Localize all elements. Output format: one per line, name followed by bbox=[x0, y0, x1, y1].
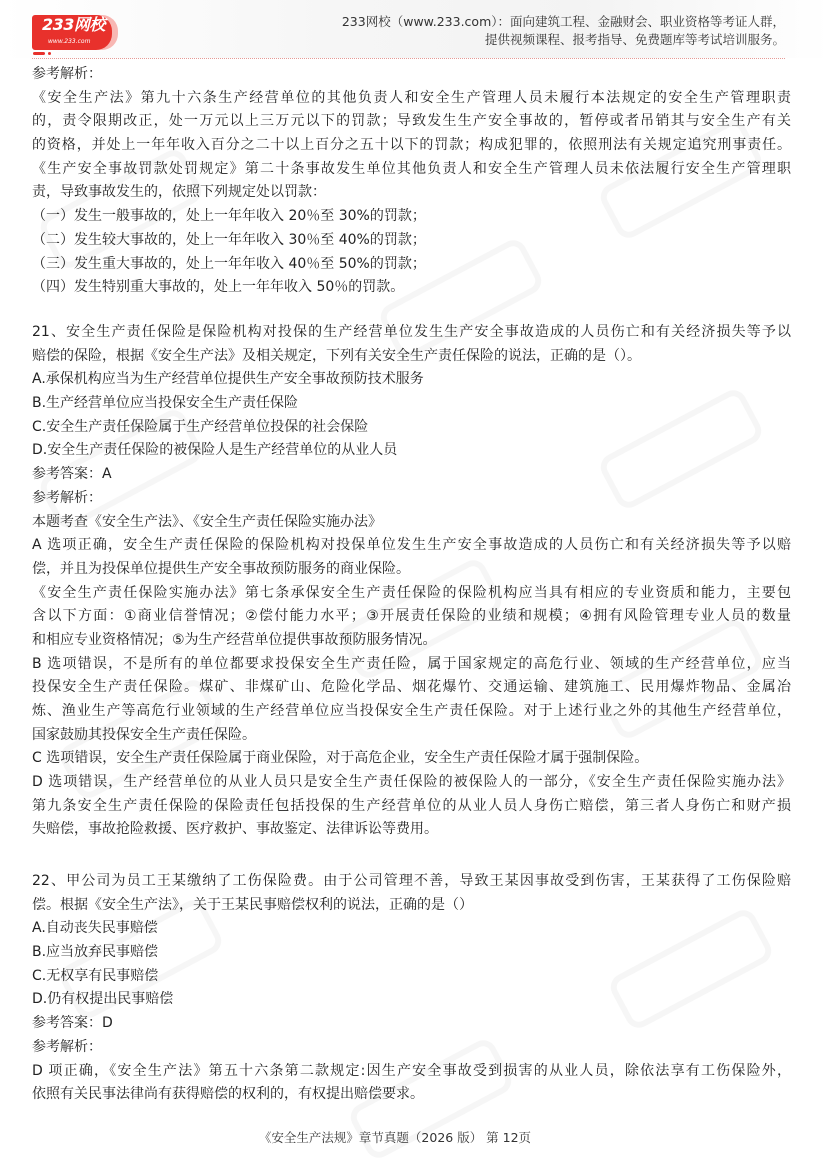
text-line: C.无权享有民事赔偿 bbox=[32, 967, 159, 984]
header-divider bbox=[32, 58, 785, 59]
text-line: A 选项正确，安全生产责任保险的保险机构对投保单位发生生产安全事故造成的人员伤亡和有关经济损失等予以赔 bbox=[32, 537, 791, 554]
tagline-line: 提供视频课程、报考指导、免费题库等考试培训服务。 bbox=[484, 32, 785, 47]
text-line: 《安全生产法》第九十六条生产经营单位的其他负责人和安全生产管理人员未履行本法规定的安全生产管理职责 bbox=[32, 89, 791, 106]
text-line: 本题考查《安全生产法》、《安全生产责任保险实施办法》 bbox=[32, 513, 382, 530]
text-line: 偿。根据《安全生产法》，关于王某民事赔偿权利的说法，正确的是（） bbox=[32, 896, 473, 913]
text-line: D 项正确，《安全生产法》第五十六条第二款规定:因生产安全事故受到损害的从业人员，除依法享有工伤保险外， bbox=[32, 1062, 791, 1079]
text-line: （二）发生较大事故的，处上一年年收入 30％至 40%的罚款； bbox=[32, 231, 426, 248]
text-line: 22、甲公司为员工王某缴纳了工伤保险费。由于公司管理不善，导致王某因事故受到伤害，王某获得了工伤保险赔 bbox=[32, 873, 791, 889]
text-line: 21、安全生产责任保险是保险机构对投保的生产经营单位发生生产安全事故造成的人员伤亡和有关经济损失等予以 bbox=[32, 324, 791, 340]
text-line: 投保安全生产责任保险。煤矿、非煤矿山、危险化学品、烟花爆竹、交通运输、建筑施工、民用爆炸物品、金属冶 bbox=[32, 679, 791, 696]
logo-text: 233网校 bbox=[42, 15, 105, 34]
text-line: D 选项错误，生产经营单位的从业人员只是安全生产责任保险的被保险人的一部分，《安全生产责任保险实施办法》 bbox=[32, 774, 791, 791]
footer-text: 《安全生产法规》章节真题（2026 版） 第 12页 bbox=[258, 1130, 532, 1145]
text-line: （四）发生特别重大事故的，处上一年年收入 50％的罚款。 bbox=[32, 279, 405, 296]
text-line: 参考答案：D bbox=[32, 1015, 113, 1032]
text-line: B.生产经营单位应当投保安全生产责任保险 bbox=[32, 395, 299, 412]
text-line: 失赔偿，事故抢险救援、医疗救护、事故鉴定、法律诉讼等费用。 bbox=[32, 821, 438, 838]
text-line: D.仍有权提出民事赔偿 bbox=[32, 991, 174, 1008]
text-line: A.承保机构应当为生产经营单位提供生产安全事故预防技术服务 bbox=[32, 371, 424, 388]
text-line: C 选项错误，安全生产责任保险属于商业保险，对于高危企业，安全生产责任保险才属于强制保险。 bbox=[32, 750, 649, 767]
text-line: 参考解析： bbox=[32, 489, 102, 506]
text-line: 《生产安全事故罚款处罚规定》第二十条事故发生单位其他负责人和安全生产管理人员未依法履行安全生产管理职 bbox=[32, 160, 791, 177]
text-line: A.自动丧失民事赔偿 bbox=[32, 920, 158, 937]
text-line: C.安全生产责任保险属于生产经营单位投保的社会保险 bbox=[32, 418, 369, 435]
text-line: 的资格，并处上一年年收入百分之二十以上百分之五十以下的罚款；构成犯罪的，依照刑法有关规定追究刑事责任。 bbox=[32, 137, 791, 154]
text-line: 参考解析： bbox=[32, 1038, 102, 1055]
text-line: 《安全生产责任保险实施办法》第七条承保安全生产责任保险的保险机构应当具有相应的专业资质和能力，主要包 bbox=[32, 584, 791, 601]
question-22 bbox=[32, 870, 791, 1107]
text-line: 的，责令限期改正，处一万元以上三万元以下的罚款；导致发生生产安全事故的，暂停或者吊销其与安全生产有关 bbox=[32, 113, 791, 130]
header-tagline bbox=[342, 13, 785, 49]
text-line: （三）发生重大事故的，处上一年年收入 40％至 50%的罚款； bbox=[32, 255, 426, 272]
logo-decoration bbox=[33, 52, 45, 55]
text-line: （一）发生一般事故的，处上一年年收入 20％至 30%的罚款； bbox=[32, 208, 426, 225]
text-line: 第九条安全生产责任保险的保险责任包括投保的生产经营单位的从业人员人身伤亡赔偿，第三者人身伤亡和财产损 bbox=[32, 797, 791, 814]
text-line: 赔偿的保险，根据《安全生产法》及相关规定，下列有关安全生产责任保险的说法，正确的是（）。 bbox=[32, 347, 641, 364]
text-line: 依照有关民事法律尚有获得赔偿的权利的，有权提出赔偿要求。 bbox=[32, 1086, 424, 1103]
text-line: D.安全生产责任保险的被保险人是生产经营单位的从业人员 bbox=[32, 442, 398, 459]
question-21 bbox=[32, 321, 791, 842]
text-line: B.应当放弃民事赔偿 bbox=[32, 944, 159, 961]
text-line: 国家鼓励其投保安全生产责任保险。 bbox=[32, 726, 256, 743]
text-line: 炼、渔业生产等高危行业领域的生产经营单位应当投保安全生产责任保险。对于上述行业之外的其他生产经营单位， bbox=[32, 703, 791, 719]
page-footer bbox=[0, 1128, 830, 1146]
text-line: 责，导致事故发生的，依照下列规定处以罚款： bbox=[32, 184, 326, 201]
text-line: 含以下方面：①商业信誉情况；②偿付能力水平；③开展责任保险的业绩和规模；④拥有风险管理专业人员的数量 bbox=[32, 608, 791, 625]
logo-233 bbox=[32, 15, 112, 50]
tagline-line: 233网校（www.233.com）：面向建筑工程、金融财会、职业资格等考证人群， bbox=[341, 14, 785, 29]
logo-url: www.233.com bbox=[48, 38, 91, 45]
text-line: B 选项错误，不是所有的单位都要求投保安全生产责任险，属于国家规定的高危行业、领域的生产经营单位，应当 bbox=[32, 655, 791, 672]
text-line: 参考解析： bbox=[32, 66, 102, 82]
text-line: 和相应专业资格情况；⑤为生产经营单位提供事故预防服务情况。 bbox=[32, 631, 437, 648]
text-line: 偿，并且为投保单位提供生产安全事故预防服务的商业保险。 bbox=[32, 560, 410, 577]
analysis-q20 bbox=[32, 63, 791, 300]
text-line: 参考答案：A bbox=[32, 466, 112, 483]
